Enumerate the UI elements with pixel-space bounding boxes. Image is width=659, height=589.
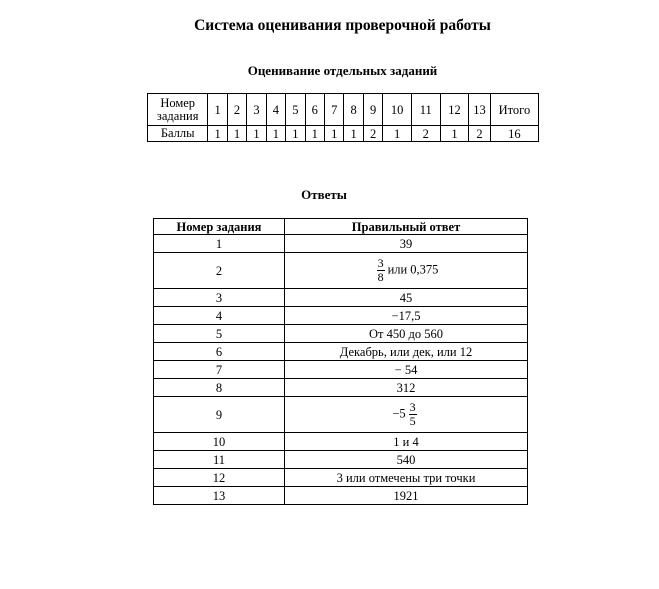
answer-whole-part: −5 (392, 406, 406, 421)
correct-answer (285, 343, 528, 361)
correct-answer (285, 307, 528, 325)
answers-title: Ответы (301, 187, 347, 202)
points-cell: 2 (411, 126, 440, 142)
task-number: 8 (154, 379, 285, 397)
answers-header-row (154, 219, 528, 235)
answer-row (154, 433, 528, 451)
points-cell: 1 (325, 126, 344, 142)
task-number: 5 (154, 325, 285, 343)
answer-row (154, 469, 528, 487)
correct-answer (285, 289, 528, 307)
points-label: Баллы (148, 126, 208, 142)
answer-row (154, 487, 528, 505)
points-cell: 1 (344, 126, 363, 142)
correct-answer (285, 487, 528, 505)
answer-text: От 450 до 560 (369, 326, 443, 341)
task-number: 9 (154, 397, 285, 433)
task-number-cell: 10 (383, 94, 412, 126)
points-cell: 1 (266, 126, 285, 142)
fraction-denominator: 8 (377, 270, 384, 284)
answer-fraction (377, 257, 385, 284)
answer-row (154, 253, 528, 289)
points-row (148, 126, 539, 142)
task-number-cell: 4 (266, 94, 285, 126)
task-number-cell: Итого (490, 94, 538, 126)
answer-text: −17,5 (391, 308, 421, 323)
correct-answer (285, 451, 528, 469)
answer-row (154, 307, 528, 325)
task-number: 11 (154, 451, 285, 469)
points-cell: 1 (208, 126, 227, 142)
column-header-answer: Правильный ответ (285, 219, 528, 235)
points-cell: 1 (247, 126, 266, 142)
task-number: 6 (154, 343, 285, 361)
correct-answer (285, 379, 528, 397)
answer-row (154, 379, 528, 397)
task-number-row (148, 94, 539, 126)
answer-text: 1 и 4 (393, 434, 419, 449)
task-number-cell: 9 (363, 94, 382, 126)
answer-row (154, 325, 528, 343)
correct-answer (285, 361, 528, 379)
task-number-label: Номер задания (148, 94, 208, 126)
task-number-cell: 13 (469, 94, 490, 126)
task-number: 13 (154, 487, 285, 505)
answer-text: 39 (399, 236, 413, 251)
task-number: 7 (154, 361, 285, 379)
task-number-cell: 5 (286, 94, 305, 126)
correct-answer (285, 325, 528, 343)
points-cell: 1 (227, 126, 246, 142)
task-number-cell: 12 (440, 94, 469, 126)
scoring-subtitle: Оценивание отдельных заданий (247, 63, 438, 78)
task-number: 2 (154, 253, 285, 289)
answer-text: Декабрь, или дек, или 12 (339, 344, 473, 359)
answer-text: − 54 (394, 362, 418, 377)
correct-answer (285, 397, 528, 433)
correct-answer (285, 433, 528, 451)
fraction-denominator: 5 (409, 414, 416, 428)
answers-table (153, 218, 528, 505)
answer-row (154, 397, 528, 433)
answer-text: 45 (399, 290, 413, 305)
points-cell: 1 (286, 126, 305, 142)
correct-answer (285, 253, 528, 289)
answer-text: 312 (396, 380, 416, 395)
answer-text: 3 или отмечены три точки (336, 470, 476, 485)
task-number-cell: 8 (344, 94, 363, 126)
page-title: Система оценивания проверочной работы (194, 17, 491, 34)
answer-text: 1921 (393, 488, 419, 503)
points-cell: 1 (305, 126, 324, 142)
column-header-task: Номер задания (154, 219, 285, 235)
fraction-numerator: 3 (409, 400, 416, 414)
task-number: 1 (154, 235, 285, 253)
task-number: 12 (154, 469, 285, 487)
points-cell: 2 (469, 126, 490, 142)
answer-row (154, 361, 528, 379)
fraction-numerator: 3 (377, 256, 384, 270)
task-number: 3 (154, 289, 285, 307)
points-cell: 2 (363, 126, 382, 142)
scoring-table (147, 93, 539, 142)
answer-row (154, 451, 528, 469)
correct-answer (285, 469, 528, 487)
answer-row (154, 343, 528, 361)
answer-row (154, 289, 528, 307)
answer-fraction (409, 401, 417, 428)
points-cell: 1 (383, 126, 412, 142)
task-number-cell: 2 (227, 94, 246, 126)
answer-text: 540 (396, 452, 416, 467)
task-number-cell: 1 (208, 94, 227, 126)
answer-row (154, 235, 528, 253)
task-number-cell: 11 (411, 94, 440, 126)
task-number-cell: 7 (325, 94, 344, 126)
task-number-cell: 3 (247, 94, 266, 126)
task-number: 10 (154, 433, 285, 451)
points-cell: 16 (490, 126, 538, 142)
points-cell: 1 (440, 126, 469, 142)
task-number-cell: 6 (305, 94, 324, 126)
answer-text: или 0,375 (387, 262, 439, 277)
task-number: 4 (154, 307, 285, 325)
correct-answer (285, 235, 528, 253)
